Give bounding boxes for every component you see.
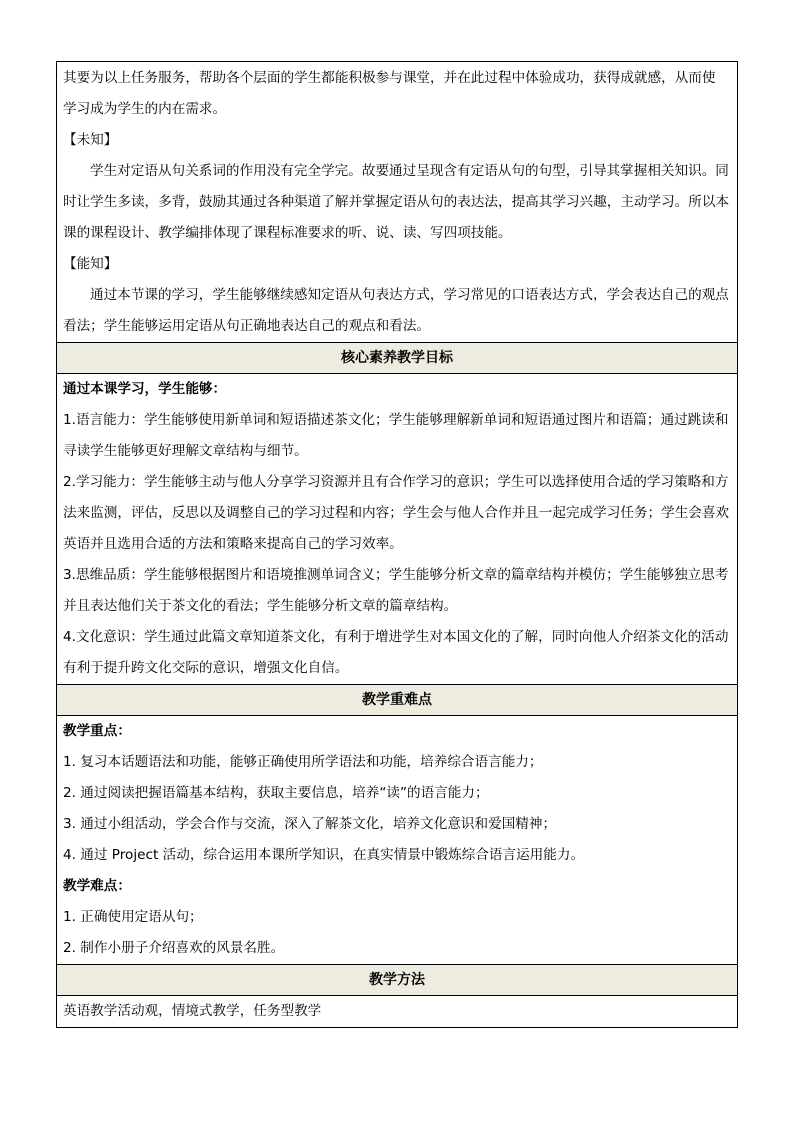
focus-item: 1. 复习本话题语法和功能，能够正确使用所学语法和功能，培养综合语言能力； — [63, 754, 543, 770]
focus-label: 教学重点： — [63, 723, 131, 739]
goals-lead: 通过本课学习，学生能够： — [63, 381, 227, 397]
methods-text: 英语教学活动观，情境式教学，任务型教学 — [63, 1003, 322, 1019]
focus-item: 4. 通过 Project 活动，综合运用本课所学知识，在真实情景中锻炼综合语言运用能力。 — [63, 847, 585, 863]
goal-item: 4.文化意识：学生通过此篇文章知道茶文化，有利于增进学生对本国文化的了解，同时向他人介绍茶文化的活动有利于提升跨文化交际的意识，增强文化自信。 — [63, 629, 729, 676]
focus-item: 3. 通过小组活动，学会合作与交流，深入了解茶文化，培养文化意识和爱国精神； — [63, 816, 557, 832]
goals-section — [57, 374, 737, 685]
goal-item: 2.学习能力：学生能够主动与他人分享学习资源并且有合作学习的意识；学生可以选择使用合适的学习策略和方法来监测，评估，反思以及调整自己的学习过程和内容；学生会与他人合作并且一起完成学习任务；学生会喜欢英语并且选用合适的方法和策略来提高自己的学习效率。 — [63, 474, 730, 552]
methods-header: 教学方法 — [57, 965, 737, 996]
intro-line-2: 学习成为学生的内在需求。 — [63, 101, 227, 117]
goal-item: 3.思维品质：学生能够根据图片和语境推测单词含义；学生能够分析文章的篇章结构并模仿；学生能够独立思考并且表达他们关于茶文化的看法；学生能够分析文章的篇章结构。 — [63, 567, 729, 614]
methods-section — [57, 996, 737, 1027]
lesson-plan-table — [56, 61, 738, 1028]
unknown-paragraph: 学生对定语从句关系词的作用没有完全学完。故要通过呈现含有定语从句的句型，引导其掌握相关知识。同时让学生多读，多背，鼓励其通过各种渠道了解并掌握定语从句的表达法，提高其学习兴趣，主动学习。所以本课的课程设计、教学编排体现了课程标准要求的听、说、读、写四项技能。 — [63, 163, 730, 241]
unknown-heading: 【未知】 — [63, 132, 118, 148]
difficulty-label: 教学难点： — [63, 878, 131, 894]
focus-item: 2. 通过阅读把握语篇基本结构，获取主要信息，培养“读”的语言能力； — [63, 785, 489, 801]
keypoints-section — [57, 716, 737, 965]
intro-line-1: 其要为以上任务服务，帮助各个层面的学生都能积极参与课堂，并在此过程中体验成功，获得成就感，从而使 — [63, 70, 716, 86]
able-heading: 【能知】 — [63, 256, 118, 272]
able-paragraph: 通过本节课的学习，学生能够继续感知定语从句表达方式，学习常见的口语表达方式，学会表达自己的观点看法；学生能够运用定语从句正确地表达自己的观点和看法。 — [63, 287, 729, 334]
difficulty-item: 2. 制作小册子介绍喜欢的风景名胜。 — [63, 940, 285, 956]
goal-item: 1.语言能力：学生能够使用新单词和短语描述茶文化；学生能够理解新单词和短语通过图片和语篇；通过跳读和寻读学生能够更好理解文章结构与细节。 — [63, 412, 729, 459]
difficulty-item: 1. 正确使用定语从句； — [63, 909, 203, 925]
goals-header: 核心素养教学目标 — [57, 343, 737, 374]
keypoints-header: 教学重难点 — [57, 685, 737, 716]
intro-section — [57, 62, 737, 343]
